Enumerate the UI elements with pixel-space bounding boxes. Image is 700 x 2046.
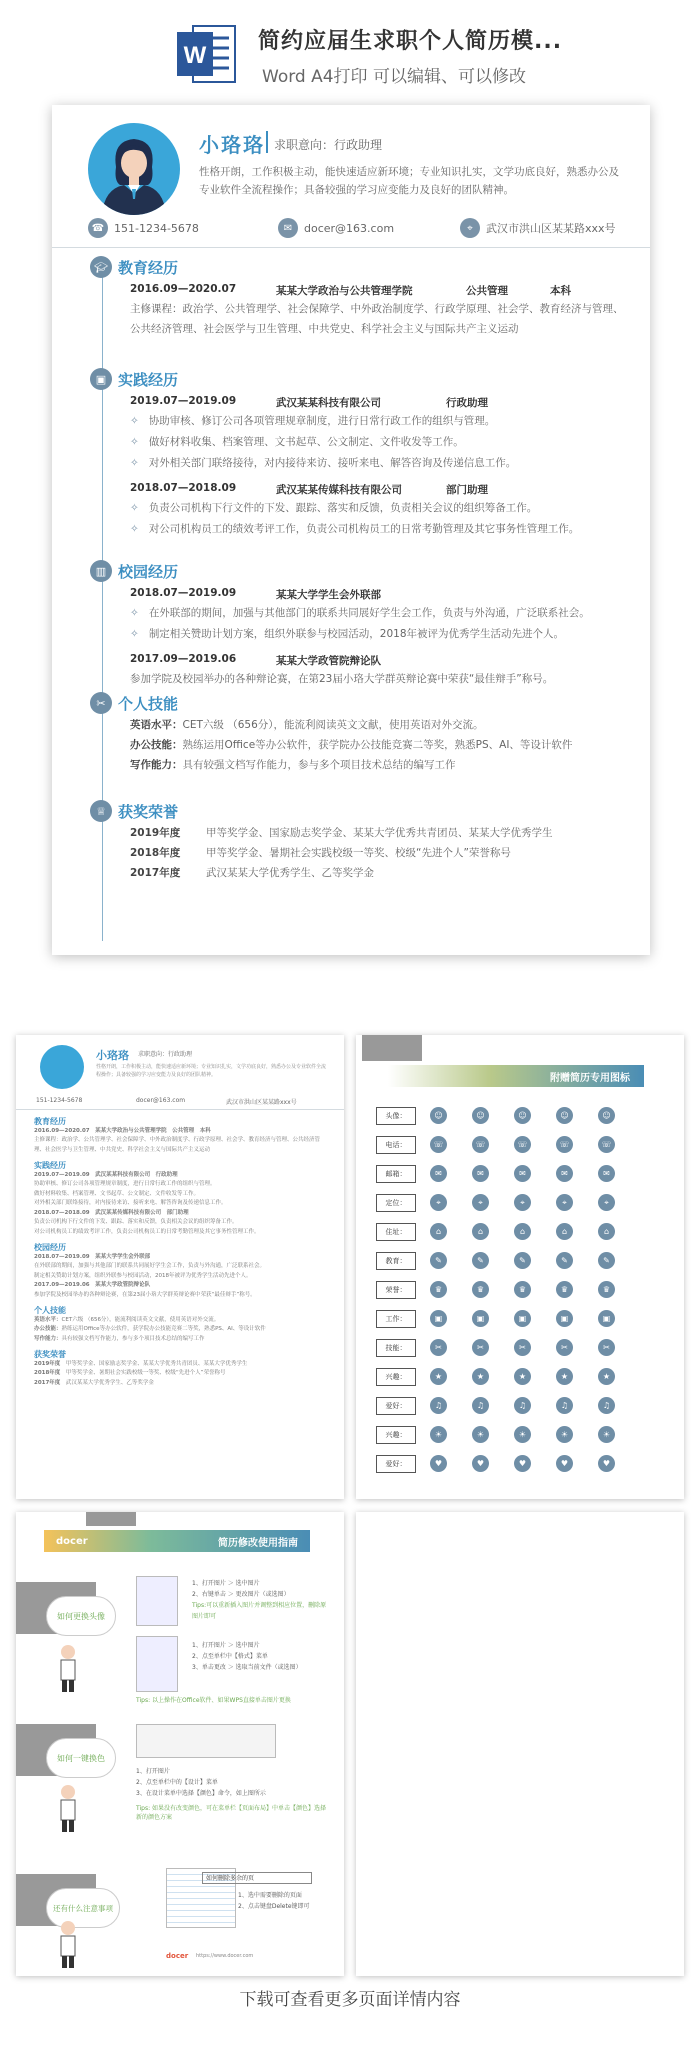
icon-row-label: 教育： [376,1252,416,1270]
icon-row [376,1275,676,1304]
icon-row-label: 工作： [376,1310,416,1328]
resume-icon[interactable]: ✂ [472,1339,489,1356]
toolbar-screenshot [136,1724,276,1758]
avatar [40,1045,84,1089]
resume-icon[interactable]: ⌖ [598,1194,615,1211]
resume-icon[interactable]: ☺ [556,1107,573,1124]
award-item: 2019年度 甲等奖学金、国家励志奖学金、某某大学优秀共青团员、某某大学优秀学生 [130,827,553,839]
resume-icon[interactable]: ★ [430,1368,447,1385]
resume-icon[interactable]: ☏ [514,1136,531,1153]
icons-banner: 附赠简历专用图标 [388,1065,644,1087]
mini-email: docer@163.com [136,1097,186,1104]
resume-icon[interactable]: ▣ [430,1310,447,1327]
contact-row [88,217,628,247]
list-item: ✧ 协助审核、修订公司各项管理规章制度，进行日常行政工作的组织与管理。 [90,411,630,432]
thumbnail-resume [16,1035,344,1499]
resume-icon[interactable]: ♛ [514,1281,531,1298]
resume-icon[interactable]: ☀ [514,1426,531,1443]
contact-email: ✉ docer@163.com [278,217,394,239]
skill-item: 写作能力：具有较强文档写作能力，参与多个项目技术总结的编写工作 [130,759,456,771]
question-bubble: 如何更换头像 [46,1596,116,1636]
screenshot-thumb [136,1576,178,1626]
icon-row [376,1188,676,1217]
mail-icon: ✉ [278,218,298,238]
icon-row-label: 电话： [376,1136,416,1154]
resume-icon[interactable]: ✎ [598,1252,615,1269]
icon-row-label: 技能： [376,1339,416,1357]
icon-row [376,1217,676,1246]
resume-icon[interactable]: ✉ [514,1165,531,1182]
graduation-cap-icon: 🎓︎ [90,256,112,278]
resume-icon[interactable]: ☺ [472,1107,489,1124]
contact-address: ⌖ 武汉市洪山区某某路xxx号 [460,217,616,239]
docer-logo: docer [56,1535,88,1547]
resume-icon[interactable]: ⌂ [472,1223,489,1240]
question-bubble: 如何一键换色 [46,1738,116,1778]
job-row: 2019.07—2019.09 武汉某某科技有限公司 行政助理 [130,395,488,409]
resume-icon[interactable]: ♥ [598,1455,615,1472]
resume-icon[interactable]: ☀ [598,1426,615,1443]
list-item: ✧ 负责公司机构下行文件的下发、跟踪、落实和反馈，负责相关会议的组织筹备工作。 [90,498,630,519]
icon-row [376,1101,676,1130]
section-education [90,255,630,339]
resume-icon[interactable]: ☺ [598,1107,615,1124]
resume-icon[interactable]: ☺ [430,1107,447,1124]
resume-icon[interactable]: ★ [556,1368,573,1385]
icon-row [376,1420,676,1449]
resume-icon[interactable]: ★ [472,1368,489,1385]
icon-row-label: 邮箱： [376,1165,416,1183]
thumbnail-guide [16,1512,344,1976]
resume-icon[interactable]: ▣ [472,1310,489,1327]
resume-icon[interactable]: ▣ [598,1310,615,1327]
icon-row-label: 兴趣： [376,1426,416,1444]
resume-icon[interactable]: ☀ [472,1426,489,1443]
resume-icon[interactable]: ♫ [472,1397,489,1414]
resume-icon[interactable]: ⌖ [514,1194,531,1211]
skill-item: 英语水平：CET六级 （656分），能流利阅读英文文献，使用英语对外交流。 [130,719,484,731]
resume-icon[interactable]: ✉ [472,1165,489,1182]
name-divider [266,131,268,153]
briefcase-icon: ▣ [90,368,112,390]
icon-grid [376,1101,676,1478]
mini-intent: 求职意向：行政助理 [138,1051,193,1058]
resume-icon[interactable]: ▣ [514,1310,531,1327]
thumbnail-blank [356,1512,684,1976]
job-intent: 求职意向：行政助理 [274,138,383,152]
resume-icon[interactable]: ✎ [556,1252,573,1269]
icon-row [376,1362,676,1391]
svg-text:W: W [183,42,207,69]
book-icon: ▥ [90,560,112,582]
resume-icon[interactable]: ♥ [556,1455,573,1472]
resume-page [52,105,650,955]
resume-icon[interactable]: ✂ [556,1339,573,1356]
footer-url: https://www.docer.com [196,1953,254,1959]
list-item: ✧ 对外相关部门联络接待，对内接待来访、接听来电、解答咨询及传递信息工作。 [90,453,630,474]
resume-icon[interactable]: ♥ [430,1455,447,1472]
mini-body: 教育经历 2016.09—2020.07 某某大学政治与公共管理学院 公共管理 本科 主修课程：政治学、公共管理学、社会保障学、中外政治制度学、行政学原理、社会学、教育经济与管理、公共经济管理、社会医学与卫生管理、中共党史、科学社会主义与国际共产主义运动 实践经历 2019.07—2019.09 武汉某某科技有限公司 行政助理 协助审核、修订公司各项管理规章制度，进行日常行政工作的组织与管理。 做好材料收集、档案管理、文书起草、公文制定、文件收发等工作。 对外相关部门联络接待，对内接待来访、接听来电、解答咨询及传递信息工作。 2018.07—2018.09 武汉某某传媒科技有限公司 部门助理 负责公司机构下行文件的下发、跟踪、落实和反馈，负责相关会议的组织筹备工作。 对公司机构员工的绩效考评工作，负责公司机构员工的日常考勤管理及其它事务性管理工作。 校园经历 2018.07—2019.09 某某大学学生会外联部 在外联部的期间，加强与其他部门的联系共同展好学生会工作，负责与外沟通，广泛联系社会。 制定相关赞助计划方案，组织外联参与校园活动，2018年被评为优秀学生活动先进个人。 2017.09—2019.06 某某大学政管院辩论队 参加学院及校园举办的各种辩论赛，在第23届小珞大学群英辩论赛中荣获“最佳辩手”称号。 个人技能 英语水平：CET六级 （656分），能流利阅读英文文献，使用英语对外交流。 办公技能：熟练运用Office等办公软件，获学院办公技能竞赛二等奖，熟悉PS、AI、等设计软件 写作能力：具有较强文档写作能力，参与多个项目技术总结的编写工作 获奖荣誉 2019年度 甲等奖学金、国家励志奖学金、某某大学优秀共青团员、某某大学优秀学生 2018年度 甲等奖学金、暑期社会实践校级一等奖、校级“先进个人”荣誉称号 2017年度 武汉某某大学优秀学生、乙等奖学金 [34,1117,321,1386]
resume-icon[interactable]: ⌂ [514,1223,531,1240]
resume-icon[interactable]: ✉ [556,1165,573,1182]
guide-tip: Tips: 如果没有改变颜色，可在菜单栏【页面布局】中单击【颜色】选择新的颜色方案 [136,1805,327,1821]
guide-box: 如何删除多余的页 [202,1872,312,1884]
campus-row: 2017.09—2019.06 某某大学政管院辩论队 [130,653,381,667]
icon-row [376,1304,676,1333]
docer-logo: docer [166,1952,189,1960]
list-item: ✧ 对公司机构员工的绩效考评工作，负责公司机构员工的日常考勤管理及其它事务性管理工作。 [90,519,630,540]
resume-icon[interactable]: ⌖ [430,1194,447,1211]
resume-icon[interactable]: ✎ [430,1252,447,1269]
mini-divider [16,1109,344,1110]
resume-icon[interactable]: ✉ [598,1165,615,1182]
avatar-figure-icon [88,123,180,215]
person-icon [56,1920,80,1970]
avatar [88,123,180,215]
resume-icon[interactable]: ★ [598,1368,615,1385]
section-skills [90,691,630,775]
icon-row [376,1391,676,1420]
icon-row-label: 定位： [376,1194,416,1212]
resume-icon[interactable]: ☏ [556,1136,573,1153]
resume-icon[interactable]: ♥ [472,1455,489,1472]
icon-row [376,1246,676,1275]
resume-icon[interactable]: ☀ [556,1426,573,1443]
trophy-icon: ♕ [90,800,112,822]
edu-row: 2016.09—2020.07 某某大学政治与公共管理学院 公共管理 本科 [130,283,571,297]
resume-icon[interactable]: ☏ [472,1136,489,1153]
question-bubble: 还有什么注意事项 [46,1888,120,1928]
contact-phone: ☎ 151-1234-5678 [88,217,199,239]
footer-note: 下载可查看更多页面详情内容 [239,1990,461,2010]
award-item: 2018年度 甲等奖学金、暑期社会实践校级一等奖、校级“先进个人”荣誉称号 [130,847,511,859]
resume-icon[interactable]: ☺ [514,1107,531,1124]
resume-icon[interactable]: ▣ [556,1310,573,1327]
mini-address: 武汉市洪山区某某路xxx号 [226,1099,297,1106]
screenshot-thumb [136,1636,178,1692]
resume-icon[interactable]: ✂ [598,1339,615,1356]
location-icon: ⌖ [460,218,480,238]
resume-icon[interactable]: ♫ [514,1397,531,1414]
guide-tip: Tips: 以上操作在Office软件、如果WPS直接单击图片更换 [136,1697,291,1704]
person-icon [56,1784,80,1834]
resume-icon[interactable]: ⌂ [598,1223,615,1240]
guide-steps-2: 1、打开图片 2、点至单栏中的【设计】菜单 3、在设计菜单中选择【颜色】命令，如上图所示 [136,1768,266,1797]
list-item: ✧ 制定相关赞助计划方案，组织外联参与校园活动，2018年被评为优秀学生活动先进个人。 [90,624,630,645]
guide-banner: docer 简历修改使用指南 [44,1530,310,1552]
list-item: ✧ 在外联部的期间，加强与其他部门的联系共同展好学生会工作，负责与外沟通，广泛联系社会。 [90,603,630,624]
mini-phone: 151-1234-5678 [36,1097,83,1104]
resume-icon[interactable]: ♛ [472,1281,489,1298]
candidate-name: 小珞珞 [199,133,265,157]
section-title: 获奖荣誉 [118,802,179,821]
gray-block [86,1512,136,1526]
phone-icon: ☎ [88,218,108,238]
icon-row-label: 爱好： [376,1397,416,1415]
campus-desc: 参加学院及校园举办的各种辩论赛，在第23届小珞大学群英辩论赛中荣获“最佳辩手”称号。 [130,673,554,685]
icon-row-label: 兴趣： [376,1368,416,1386]
word-icon [175,22,239,86]
job-row: 2018.07—2018.09 武汉某某传媒科技有限公司 部门助理 [130,482,488,496]
guide-steps-3: 1、选中需要删除的页面 2、点击键盘Delete键即可 [238,1892,310,1910]
gray-block [362,1035,422,1061]
icon-row [376,1130,676,1159]
header-divider [52,247,650,248]
icon-row-label: 住址： [376,1223,416,1241]
resume-icon[interactable]: ★ [514,1368,531,1385]
resume-icon[interactable]: ♛ [430,1281,447,1298]
resume-icon[interactable]: ✉ [430,1165,447,1182]
guide-steps-1b: 1、打开图片 ＞ 选中图片 2、点至单栏中【格式】菜单 3、单击更改 ＞ 选取当前文件（或选图） [192,1642,302,1671]
resume-icon[interactable]: ⌂ [556,1223,573,1240]
resume-icon[interactable]: ♛ [556,1281,573,1298]
resume-icon[interactable]: ✂ [514,1339,531,1356]
resume-icon[interactable]: ☏ [430,1136,447,1153]
resume-icon[interactable]: ♛ [598,1281,615,1298]
award-item: 2017年度 武汉某某大学优秀学生、乙等奖学金 [130,867,374,879]
edu-courses: 主修课程：政治学、公共管理学、社会保障学、中外政治制度学、行政学原理、社会学、教育经济与管理、公共经济管理、社会医学与卫生管理、中共党史、科学社会主义与国际共产主义运动 [130,303,624,335]
resume-icon[interactable]: ♥ [514,1455,531,1472]
icon-row-label: 荣誉： [376,1281,416,1299]
skill-item: 办公技能：熟练运用Office等办公软件，获学院办公技能竞赛二等奖，熟悉PS、AI、等设计软件 [130,739,573,751]
list-item: ✧ 做好材料收集、档案管理、文书起草、公文制定、文件收发等工作。 [90,432,630,453]
guide-steps-1: 1、打开图片 ＞ 选中图片 2、右键单击 ＞ 更改图片（或选图） Tips:可以重新插入图片并调整到相应位置，删除原图片即可 [192,1580,327,1620]
resume-icon[interactable]: ♫ [430,1397,447,1414]
self-intro: 性格开朗，工作积极主动，能快速适应新环境；专业知识扎实，文学功底良好，熟悉办公及专业软件全流程操作；具备较强的学习应变能力及良好的团队精神。 [199,166,619,196]
icon-row-label: 爱好： [376,1455,416,1473]
resume-icon[interactable]: ☀ [430,1426,447,1443]
tools-icon: ✂ [90,692,112,714]
section-awards [90,799,630,883]
campus-row: 2018.07—2019.09 某某大学学生会外联部 [130,587,381,601]
mini-intro: 性格开朗，工作积极主动，能快速适应新环境；专业知识扎实，文学功底良好，熟悉办公及专业软件全流程操作；具备较强的学习应变能力及良好的团队精神。 [96,1064,327,1078]
section-title: 个人技能 [118,694,179,713]
resume-icon[interactable]: ♫ [556,1397,573,1414]
resume-icon[interactable]: ⌂ [430,1223,447,1240]
section-practice [90,367,630,540]
resume-icon[interactable]: ✎ [514,1252,531,1269]
thumbnail-icons [356,1035,684,1499]
doc-title: 简约应届生求职个人简历模... [258,29,563,54]
section-campus [90,559,630,689]
resume-icon[interactable]: ♫ [598,1397,615,1414]
person-icon [56,1644,80,1694]
section-title: 教育经历 [118,258,179,277]
icon-row [376,1449,676,1478]
icon-row [376,1159,676,1188]
doc-subtitle: Word A4打印 可以编辑、可以修改 [262,67,526,87]
resume-icon[interactable]: ⌖ [472,1194,489,1211]
resume-icon[interactable]: ✂ [430,1339,447,1356]
icon-row [376,1333,676,1362]
resume-icon[interactable]: ⌖ [556,1194,573,1211]
resume-icon[interactable]: ✎ [472,1252,489,1269]
section-title: 校园经历 [118,562,179,581]
header [0,0,700,100]
resume-icon[interactable]: ☏ [598,1136,615,1153]
mini-name: 小珞珞 [96,1049,129,1062]
section-title: 实践经历 [118,370,179,389]
icon-row-label: 头像： [376,1107,416,1125]
